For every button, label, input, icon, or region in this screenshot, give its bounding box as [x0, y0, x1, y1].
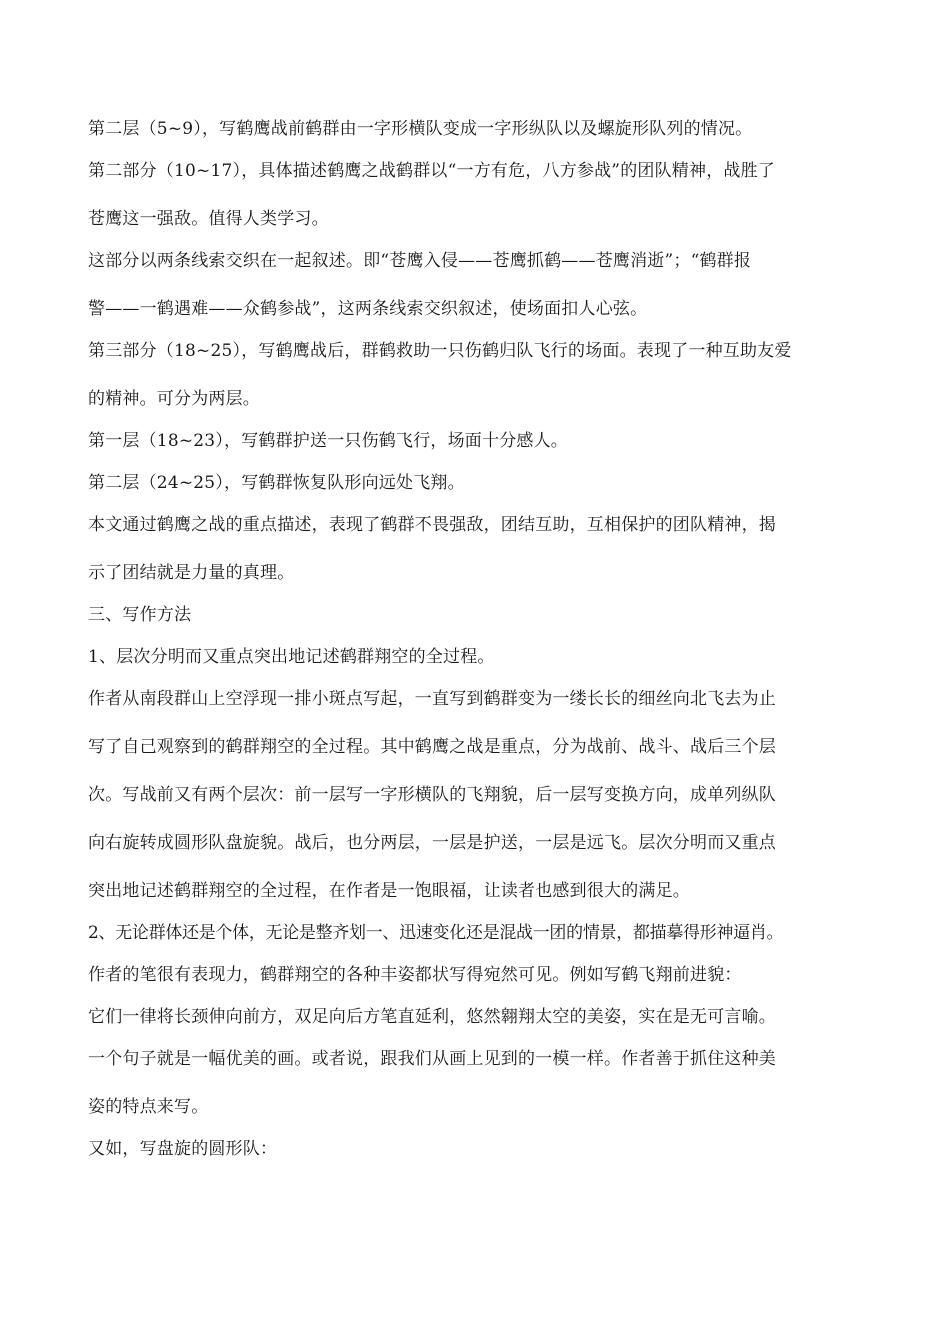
text-line: 突出地记述鹤群翔空的全过程，在作者是一饱眼福，让读者也感到很大的满足。: [88, 881, 690, 901]
text-line: 第二层（5~9），写鹤鹰战前鹤群由一字形横队变成一字形纵队以及螺旋形队列的情况。: [88, 119, 753, 139]
text-line: 第三部分（18~25），写鹤鹰战后，群鹤救助一只伤鹤归队飞行的场面。表现了一种互助友爱: [88, 341, 792, 361]
text-line: 一个句子就是一幅优美的画。或者说，跟我们从画上见到的一模一样。作者善于抓住这种美: [88, 1049, 776, 1069]
subsection-heading: 1、层次分明而又重点突出地记述鹤群翔空的全过程。: [88, 647, 495, 667]
text-line: 姿的特点来写。: [88, 1097, 209, 1117]
text-line: 这部分以两条线索交织在一起叙述。即“苍鹰入侵——苍鹰抓鹤——苍鹰消逝”；“鹤群报: [88, 251, 752, 271]
text-line: 次。写战前又有两个层次：前一层写一字形横队的飞翔貌，后一层写变换方向，成单列纵队: [88, 785, 776, 805]
text-line: 第一层（18~23），写鹤群护送一只伤鹤飞行，场面十分感人。: [88, 431, 569, 451]
text-line: 示了团结就是力量的真理。: [88, 563, 295, 583]
text-line: 写了自己观察到的鹤群翔空的全过程。其中鹤鹰之战是重点，分为战前、战斗、战后三个层: [88, 737, 776, 757]
text-line: 作者从南段群山上空浮现一排小斑点写起，一直写到鹤群变为一缕长长的细丝向北飞去为止: [88, 689, 776, 709]
text-line: 本文通过鹤鹰之战的重点描述，表现了鹤群不畏强敌，团结互助，互相保护的团队精神，揭: [88, 515, 776, 535]
text-line: 的精神。可分为两层。: [88, 389, 260, 409]
text-line: 向右旋转成圆形队盘旋貌。战后，也分两层，一层是护送，一层是远飞。层次分明而又重点: [88, 833, 776, 853]
document-page: [88, 118, 888, 1180]
text-line: 第二层（24~25），写鹤群恢复队形向远处飞翔。: [88, 473, 465, 493]
text-line: 又如，写盘旋的圆形队：: [88, 1139, 278, 1159]
text-line: 警——一鹤遇难——众鹤参战”，这两条线索交织叙述，使场面扣人心弦。: [88, 299, 648, 319]
subsection-heading: 2、无论群体还是个体，无论是整齐划一、迅速变化还是混战一团的情景，都描摹得形神逼肖。: [88, 923, 784, 943]
text-line: 作者的笔很有表现力，鹤群翔空的各种丰姿都状写得宛然可见。例如写鹤飞翔前进貌：: [88, 965, 742, 985]
text-line: 第二部分（10~17），具体描述鹤鹰之战鹤群以“一方有危，八方参战”的团队精神，战胜了: [88, 161, 775, 181]
section-heading: 三、写作方法: [88, 605, 192, 625]
text-line: 苍鹰这一强敌。值得人类学习。: [88, 209, 329, 229]
quote-line: 它们一律将长颈伸向前方，双足向后方笔直延利，悠然翱翔太空的美姿，实在是无可言喻。: [88, 1007, 776, 1027]
